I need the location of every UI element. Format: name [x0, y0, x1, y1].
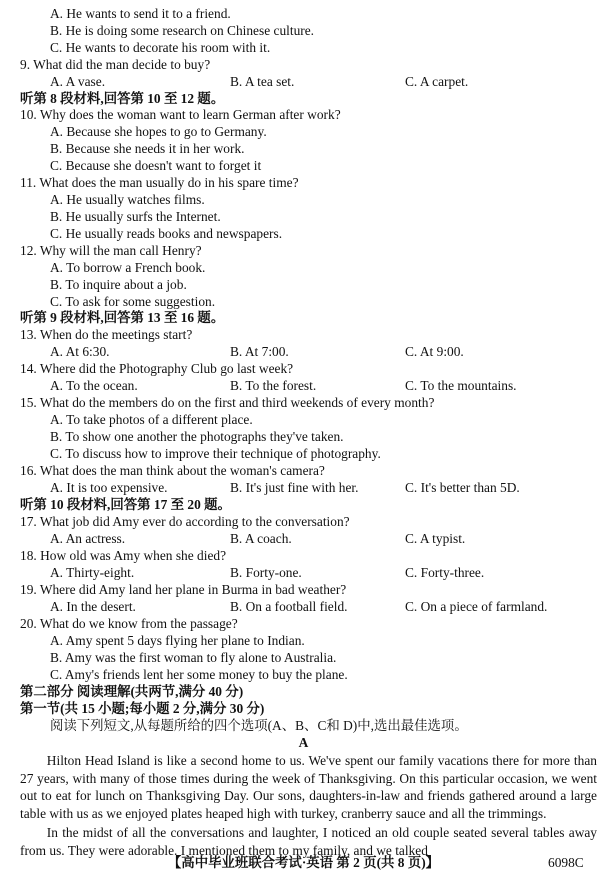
- part-2-heading: 第二部分 阅读理解(共两节,满分 40 分): [20, 684, 244, 699]
- question-10: 10. Why does the woman want to learn German after work?: [20, 107, 341, 122]
- question-13: 13. When do the meetings start?: [20, 327, 193, 342]
- option-14b: B. To the forest.: [230, 378, 317, 393]
- question-12: 12. Why will the man call Henry?: [20, 243, 202, 258]
- option-12c: C. To ask for some suggestion.: [50, 294, 216, 309]
- option-16a: A. It is too expensive.: [50, 480, 168, 495]
- question-17: 17. What job did Amy ever do according to the conversation?: [20, 514, 350, 529]
- passage-paragraph-2: In the midst of all the conversations and laughter, I noticed an old couple seated several tables away from us. They were adorable. I mentioned them to my family, and we talked: [20, 825, 597, 858]
- option-16b: B. It's just fine with her.: [230, 480, 359, 495]
- option-10b: B. Because she needs it in her work.: [50, 141, 245, 156]
- question-16: 16. What does the man think about the woman's camera?: [20, 463, 325, 478]
- question-14: 14. Where did the Photography Club go last week?: [20, 361, 294, 376]
- page-footer: 【高中毕业班联合考试·英语 第 2 页(共 8 页)】: [167, 855, 440, 870]
- question-19: 19. Where did Amy land her plane in Burma in bad weather?: [20, 582, 347, 597]
- option-19c: C. On a piece of farmland.: [405, 599, 548, 614]
- section-9-heading: 听第 9 段材料,回答第 13 至 16 题。: [20, 310, 225, 325]
- section-1-heading: 第一节(共 15 小题;每小题 2 分,满分 30 分): [20, 701, 265, 716]
- option-17c: C. A typist.: [405, 531, 466, 546]
- passage-paragraph-1: Hilton Head Island is like a second home to us. We've spent our family vacations there for more than 27 years, with many of those times during the week of Thanksgiving. On this particular occasion, we went out to eat for lunch on Thanksgiving Day. Our sons, daughters-in-law and friends gathered around a large table with us as we enjoyed plates heaped high with turkey, cranberry sauce and all the trimmings.: [20, 753, 597, 821]
- option-20b: B. Amy was the first woman to fly alone to Australia.: [50, 650, 337, 665]
- option-17a: A. An actress.: [50, 531, 126, 546]
- passage-label: A: [298, 735, 309, 750]
- option-15c: C. To discuss how to improve their technique of photography.: [50, 446, 381, 461]
- option-17b: B. A coach.: [230, 531, 292, 546]
- option-11b: B. He usually surfs the Internet.: [50, 209, 221, 224]
- question-20: 20. What do we know from the passage?: [20, 616, 238, 631]
- option-14c: C. To the mountains.: [405, 378, 517, 393]
- question-15: 15. What do the members do on the first and third weekends of every month?: [20, 395, 435, 410]
- option-15b: B. To show one another the photographs they've taken.: [50, 429, 344, 444]
- option-10c: C. Because she doesn't want to forget it: [50, 158, 262, 173]
- section-8-heading: 听第 8 段材料,回答第 10 至 12 题。: [20, 91, 225, 106]
- option-12a: A. To borrow a French book.: [50, 260, 206, 275]
- option-13c: C. At 9:00.: [405, 344, 464, 359]
- option-16c: C. It's better than 5D.: [405, 480, 520, 495]
- section-10-heading: 听第 10 段材料,回答第 17 至 20 题。: [20, 497, 231, 512]
- option-14a: A. To the ocean.: [50, 378, 138, 393]
- question-11: 11. What does the man usually do in his spare time?: [20, 175, 299, 190]
- option-18b: B. Forty-one.: [230, 565, 302, 580]
- option-9c: C. A carpet.: [405, 74, 469, 89]
- option-18c: C. Forty-three.: [405, 565, 485, 580]
- question-18: 18. How old was Amy when she died?: [20, 548, 227, 563]
- option-15a: A. To take photos of a different place.: [50, 412, 253, 427]
- option-20c: C. Amy's friends lent her some money to buy the plane.: [50, 667, 348, 682]
- option-9a: A. A vase.: [50, 74, 106, 89]
- option-8b: B. He is doing some research on Chinese culture.: [50, 23, 315, 38]
- option-11a: A. He usually watches films.: [50, 192, 205, 207]
- option-13a: A. At 6:30.: [50, 344, 110, 359]
- option-13b: B. At 7:00.: [230, 344, 289, 359]
- option-12b: B. To inquire about a job.: [50, 277, 187, 292]
- instructions: 阅读下列短文,从每题所给的四个选项(A、B、C和 D)中,选出最佳选项。: [50, 718, 468, 733]
- option-19a: A. In the desert.: [50, 599, 136, 614]
- exam-code: 6098C: [548, 855, 584, 870]
- option-11c: C. He usually reads books and newspapers.: [50, 226, 283, 241]
- option-20a: A. Amy spent 5 days flying her plane to Indian.: [50, 633, 305, 648]
- option-9b: B. A tea set.: [230, 74, 295, 89]
- option-10a: A. Because she hopes to go to Germany.: [50, 124, 267, 139]
- option-18a: A. Thirty-eight.: [50, 565, 135, 580]
- option-8a: A. He wants to send it to a friend.: [50, 6, 231, 21]
- option-19b: B. On a football field.: [230, 599, 348, 614]
- option-8c: C. He wants to decorate his room with it.: [50, 40, 271, 55]
- question-9: 9. What did the man decide to buy?: [20, 57, 211, 72]
